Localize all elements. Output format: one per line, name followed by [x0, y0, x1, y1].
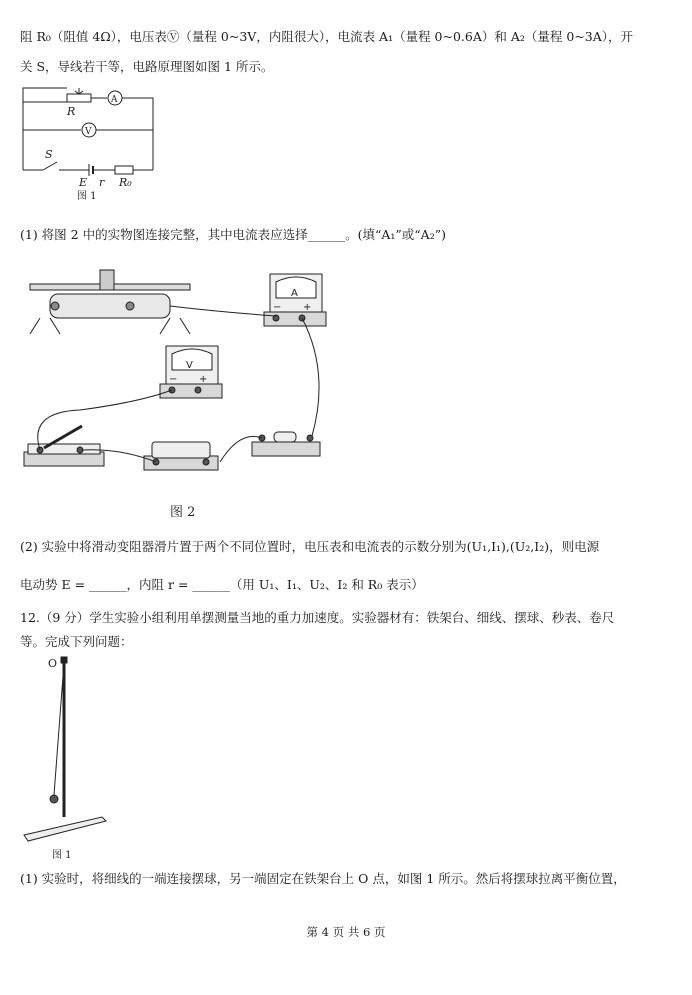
page-footer: 第 4 页 共 6 页	[306, 925, 386, 939]
question-12-line-1: 12.（9 分）学生实验小组利用单摆测量当地的重力加速度。实验器材有：铁架台、细线、摆球、秒表、卷尺	[20, 610, 615, 625]
physical-circuit-figure-2	[20, 262, 340, 522]
resistor-r0	[252, 432, 320, 456]
pendulum-figure	[20, 655, 120, 865]
fig2-voltmeter-minus: −	[169, 374, 178, 385]
fig1-label-s: S	[45, 148, 53, 161]
text-line-1: 阻 R₀（阻值 4Ω），电压表Ⓥ（量程 0~3V，内阻很大），电流表 A₁（量程 0~0.6A）和 A₂（量程 0~3A），开	[20, 29, 634, 44]
fig2-caption: 图 2	[170, 505, 196, 520]
fig2-voltmeter-plus: +	[199, 374, 208, 385]
question-12-sub-1: (1) 实验时，将细线的一端连接摆球，另一端固定在铁架台上 O 点，如图 1 所示。然后将摆球拉离平衡位置，	[20, 871, 626, 886]
question-2-line-2: 电动势 E = ______，内阻 r = ______（用 U₁、I₁、U₂、I₂ 和 R₀ 表示）	[20, 577, 424, 592]
text-line-2: 关 S，导线若干等，电路原理图如图 1 所示。	[20, 59, 274, 74]
fig2-voltmeter-label: V	[186, 360, 193, 371]
fig1-label-e: E	[79, 176, 88, 189]
fig1-label-v: V	[85, 127, 92, 137]
question-2-line-1: (2) 实验中将滑动变阻器滑片置于两个不同位置时，电压表和电流表的示数分别为(U₁,I₁),(U₂,I₂)，则电源	[20, 539, 600, 554]
fig1-caption: 图 1	[77, 191, 97, 202]
rheostat	[30, 270, 190, 334]
battery	[144, 442, 218, 470]
fig2-ammeter-plus: +	[303, 302, 312, 313]
fig1-label-r0: R₀	[119, 176, 132, 189]
fig2-ammeter-label: A	[291, 288, 298, 299]
question-1: (1) 将图 2 中的实物图连接完整，其中电流表应选择______。(填“A₁”或“A₂”)	[20, 227, 446, 242]
pendulum-caption: 图 1	[52, 850, 72, 861]
circuit-diagram-figure-1	[15, 82, 165, 202]
fig1-label-a: A	[111, 95, 118, 105]
fig2-ammeter-minus: −	[273, 302, 282, 313]
fig1-label-r-internal: r	[99, 176, 105, 189]
fig1-label-r-variable: R	[67, 105, 76, 118]
ammeter	[264, 274, 326, 326]
pendulum-label-o: O	[48, 657, 58, 670]
voltmeter	[160, 346, 222, 398]
question-12-line-2: 等。完成下列问题：	[20, 634, 133, 649]
switch	[24, 426, 104, 466]
